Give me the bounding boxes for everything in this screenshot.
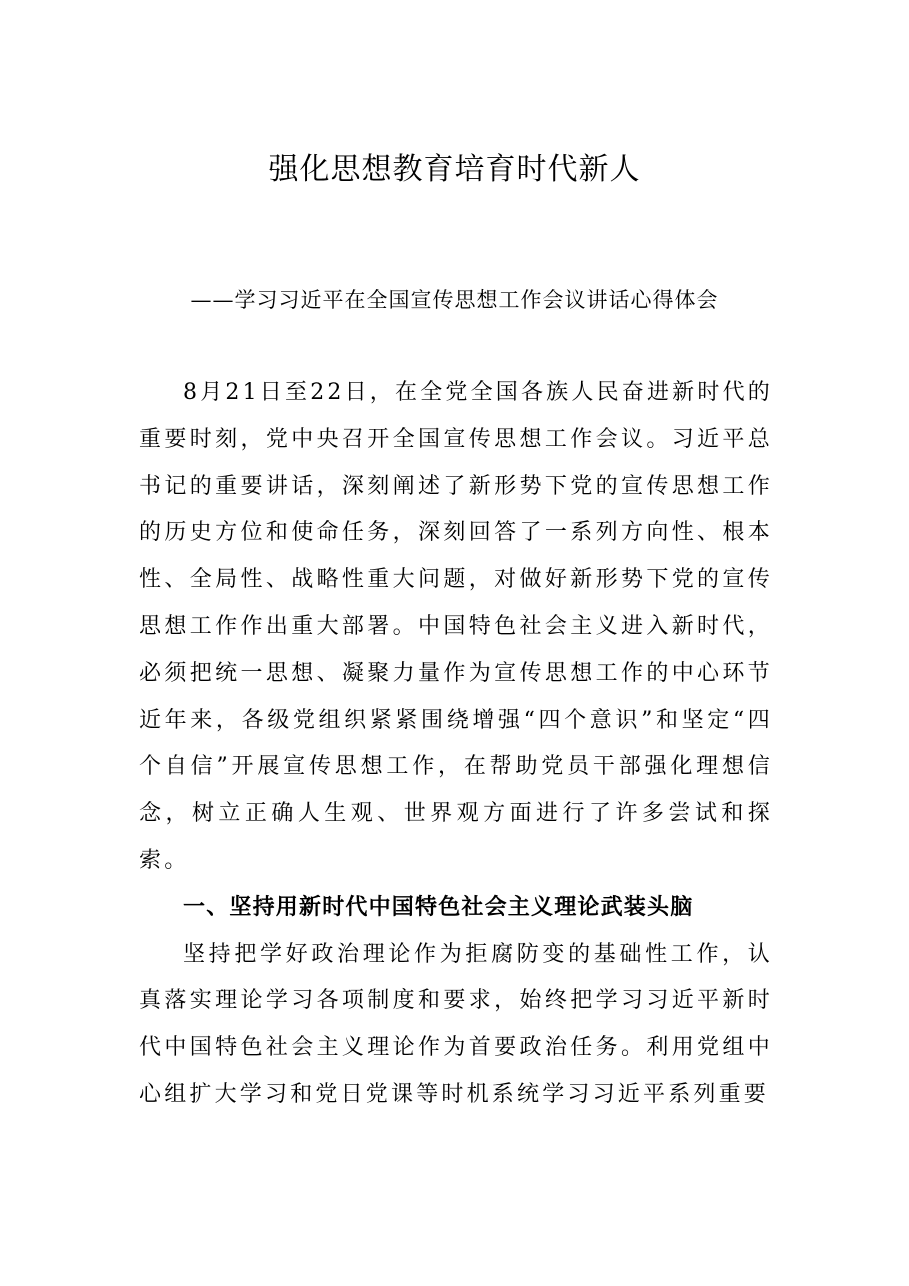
document-subtitle: ——学习习近平在全国宣传思想工作会议讲话心得体会 xyxy=(190,288,719,312)
paragraph-section-1: 坚持把学好政治理论作为拒腐防变的基础性工作，认真落实理论学习各项制度和要求，始终把学习习近平新时代中国特色社会主义理论作为首要政治任务。利用党组中心组扩大学习和党日党课等时机系统学习习近平系列重要 xyxy=(139,941,773,1107)
paragraph-intro: 8月21日至22日，在全党全国各族人民奋进新时代的重要时刻，党中央召开全国宣传思想工作会议。习近平总书记的重要讲话，深刻阐述了新形势下党的宣传思想工作的历史方位和使命任务，深刻回答了一系列方向性、根本性、全局性、战略性重大问题，对做好新形势下党的宣传思想工作作出重大部署。中国特色社会主义进入新时代，必须把统一思想、凝聚力量作为宣传思想工作的中心环节近年来，各级党组织紧紧围绕增强“四个意识”和坚定“四个自信”开展宣传思想工作，在帮助党员干部强化理想信念，树立正确人生观、世界观方面进行了许多尝试和探索。 xyxy=(139,380,773,873)
document-title: 强化思想教育培育时代新人 xyxy=(268,152,641,187)
document-body xyxy=(139,370,773,1119)
section-heading-1: 一、坚持用新时代中国特色社会主义理论武装头脑 xyxy=(183,894,694,920)
